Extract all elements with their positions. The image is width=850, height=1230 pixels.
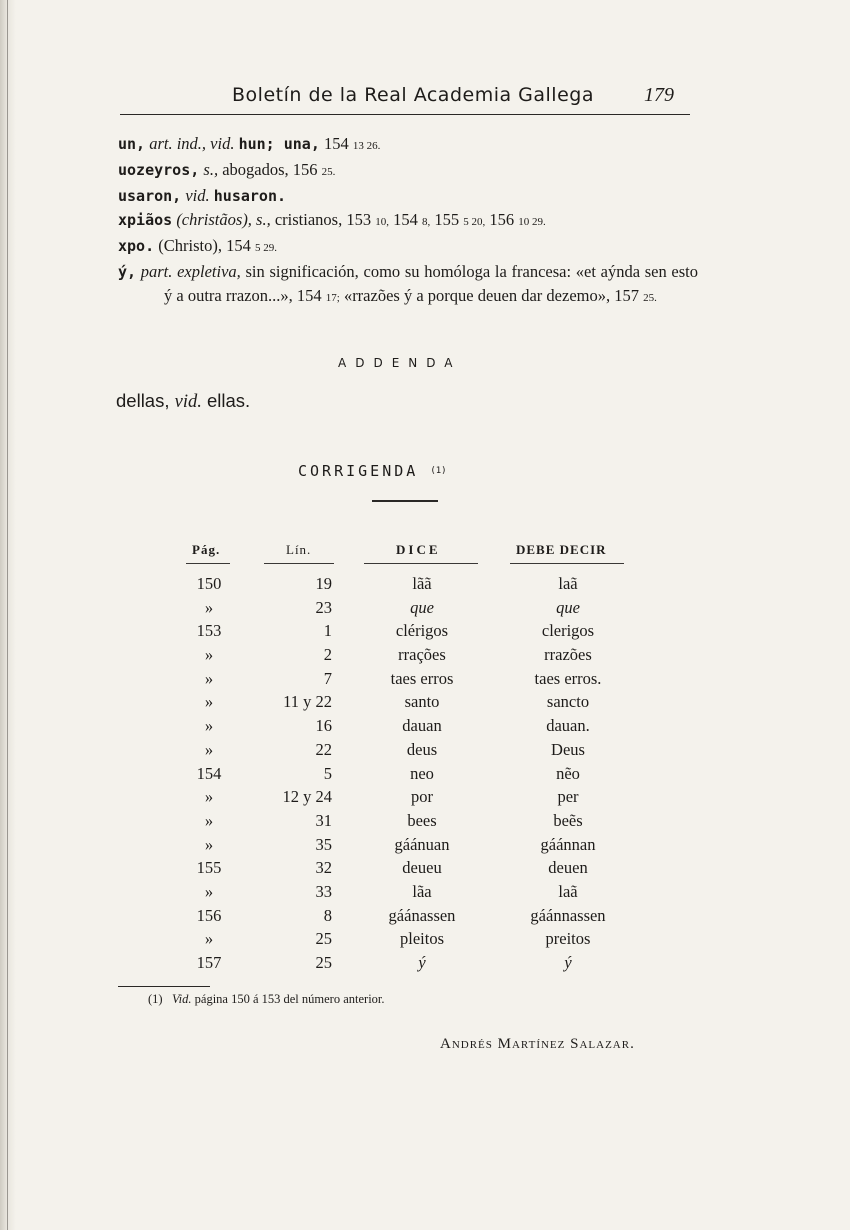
entry-uozeyros xyxy=(118,158,698,184)
cell-lin: 5 xyxy=(323,763,332,783)
addenda-word: dellas, xyxy=(116,390,170,411)
cell-lin: 35 xyxy=(315,834,332,854)
header-rule xyxy=(364,563,478,564)
entry-xpiaos xyxy=(118,208,698,234)
entry-un xyxy=(118,132,698,158)
running-head xyxy=(120,84,690,115)
cell-debe-decir: ý xyxy=(564,953,572,972)
cell-lin: 16 xyxy=(315,716,332,736)
reference: 155 xyxy=(434,210,460,229)
grammar-note: vid. xyxy=(174,392,202,412)
cell-lin: 32 xyxy=(315,858,332,878)
corrigenda-title: CORRIGENDA xyxy=(298,462,419,480)
glossary-entries xyxy=(118,132,698,310)
cell-dice: taes erros xyxy=(390,668,454,688)
cell-pag: » xyxy=(204,739,214,759)
cell-dice: bees xyxy=(407,810,437,830)
cell-lin: 31 xyxy=(315,810,332,830)
grammar-note: art. ind., vid. xyxy=(149,134,235,153)
table-row xyxy=(0,835,850,859)
cell-dice: santo xyxy=(404,692,440,712)
cell-debe-decir: gáánnan xyxy=(540,834,596,854)
cell-pag: 156 xyxy=(196,905,222,925)
table-row xyxy=(0,740,850,764)
footnote-rule xyxy=(118,986,210,987)
cell-pag: » xyxy=(204,787,214,807)
table-row xyxy=(0,787,850,811)
grammar-note: s., xyxy=(203,160,219,179)
cell-debe-decir: deuen xyxy=(548,858,588,878)
cell-pag: » xyxy=(204,716,214,736)
line-reference: 5 20, xyxy=(463,216,486,228)
header-dice: DICE xyxy=(396,542,441,557)
corrigenda-heading xyxy=(298,462,447,480)
headword: ý, xyxy=(118,263,137,281)
cell-dice: dauan xyxy=(402,716,442,736)
cell-debe-decir: laã xyxy=(558,574,578,593)
headword: xpiãos xyxy=(118,211,173,229)
cell-dice: lãã xyxy=(412,574,432,593)
author-signature: Andrés Martínez Salazar. xyxy=(440,1036,635,1052)
entry-y xyxy=(118,260,698,310)
cell-dice: gáánassen xyxy=(388,905,456,925)
table-row xyxy=(0,669,850,693)
cell-dice: pleitos xyxy=(400,929,444,949)
cell-pag: 153 xyxy=(196,621,222,641)
headword: uozeyros, xyxy=(118,161,200,179)
cell-lin: 22 xyxy=(315,739,332,759)
cell-pag: » xyxy=(204,597,214,617)
cell-pag: 150 xyxy=(196,574,222,593)
cell-debe-decir: rrazões xyxy=(544,645,592,665)
cell-lin: 25 xyxy=(315,953,332,972)
footnote-mark: (1) xyxy=(148,992,163,1006)
footnote xyxy=(148,992,385,1007)
cell-debe-decir: que xyxy=(556,597,580,617)
cell-pag: » xyxy=(204,881,214,901)
cell-pag: » xyxy=(204,692,214,712)
cell-dice: ý xyxy=(418,953,426,972)
cell-debe-decir: gáánnassen xyxy=(530,905,606,925)
header-pag: Pág. xyxy=(192,542,221,557)
cell-lin: 33 xyxy=(315,881,332,901)
cell-dice: rrações xyxy=(398,645,446,665)
line-reference: 5 29. xyxy=(254,242,277,254)
cell-pag: » xyxy=(204,810,214,830)
cell-lin: 1 xyxy=(323,621,332,641)
cell-pag: 155 xyxy=(196,858,222,878)
line-reference: 10 29. xyxy=(518,216,546,228)
reference: 154 xyxy=(324,134,349,153)
addenda-heading: ADDENDA xyxy=(338,356,462,370)
table-row xyxy=(0,645,850,669)
cell-debe-decir: sancto xyxy=(546,692,590,712)
header-lin: Lín. xyxy=(286,542,312,557)
cell-pag: » xyxy=(204,929,214,949)
cell-debe-decir: taes erros. xyxy=(534,668,602,688)
cell-debe-decir: clerigos xyxy=(541,621,595,641)
cell-pag: » xyxy=(204,645,214,665)
line-reference: 8, xyxy=(421,216,431,228)
table-row xyxy=(0,764,850,788)
cell-debe-decir: preitos xyxy=(545,929,591,949)
headword: usaron, xyxy=(118,187,182,205)
journal-title: Boletín de la Real Academia Gallega xyxy=(232,84,594,106)
definition: abogados, 156 xyxy=(222,160,318,179)
table-row xyxy=(0,906,850,930)
cell-pag: 157 xyxy=(196,953,222,972)
headword: un, xyxy=(118,135,146,153)
cell-pag: » xyxy=(204,668,214,688)
page-number: 179 xyxy=(644,84,674,106)
line-reference: 17; xyxy=(325,292,340,304)
definition: cristianos, 153 xyxy=(274,210,372,229)
grammar-note: vid. xyxy=(185,186,210,205)
table-row xyxy=(0,574,850,598)
cell-lin: 8 xyxy=(323,905,332,925)
cell-pag: » xyxy=(204,834,214,854)
cell-dice: neo xyxy=(410,763,434,783)
reference: 156 xyxy=(489,210,515,229)
table-row xyxy=(0,811,850,835)
footnote-text: página 150 á 153 del número anterior. xyxy=(194,992,385,1006)
table-row xyxy=(0,858,850,882)
cell-dice: clérigos xyxy=(395,621,449,641)
cell-pag: 154 xyxy=(196,763,222,783)
cell-lin: 12 y 24 xyxy=(282,787,332,807)
line-reference: 25. xyxy=(643,292,657,304)
cell-lin: 2 xyxy=(323,645,332,665)
addenda-entry xyxy=(116,390,250,413)
corrigenda-table xyxy=(0,574,850,977)
cell-lin: 19 xyxy=(315,574,332,593)
headword-variant: husaron. xyxy=(213,187,287,205)
heading-rule xyxy=(372,500,438,502)
cell-dice: deueu xyxy=(402,858,442,878)
entry-xpo xyxy=(118,234,698,260)
cell-dice: por xyxy=(411,787,433,807)
line-reference: 25. xyxy=(321,166,336,178)
definition: (Christo), 154 xyxy=(158,236,251,255)
quotation: «rrazões ý a porque deuen dar dezemo», 157 xyxy=(343,286,639,305)
header-debe-decir: DEBE DECIR xyxy=(516,542,607,557)
table-row xyxy=(0,882,850,906)
definition: sin significación, como su homóloga la francesa: «et aýnda sen esto ý a outra rrazon...», 154 xyxy=(164,262,699,305)
grammar-note: (christãos), s., xyxy=(176,210,271,229)
line-reference: 10, xyxy=(375,216,389,228)
cell-debe-decir: Deus xyxy=(551,739,585,759)
table-row xyxy=(0,598,850,622)
cell-dice: que xyxy=(410,597,434,617)
cell-debe-decir: per xyxy=(557,787,579,807)
cell-dice: lãa xyxy=(412,881,432,901)
header-rule xyxy=(264,563,334,564)
cell-debe-decir: dauan. xyxy=(546,716,590,736)
table-row xyxy=(0,692,850,716)
addenda-reference: ellas. xyxy=(207,390,251,411)
headword: xpo. xyxy=(118,237,155,255)
table-row xyxy=(0,621,850,645)
cell-lin: 7 xyxy=(323,668,332,688)
table-row xyxy=(0,953,850,977)
cell-lin: 23 xyxy=(315,597,332,617)
footnote-gram: Vid. xyxy=(171,992,192,1006)
cell-debe-decir: beẽs xyxy=(553,810,583,830)
entry-usaron xyxy=(118,184,698,208)
header-rule xyxy=(510,563,624,564)
table-row xyxy=(0,716,850,740)
footnote-reference: (1) xyxy=(430,466,447,476)
cell-debe-decir: laã xyxy=(558,881,578,901)
reference: 154 xyxy=(393,210,418,229)
headword-variant: hun; una, xyxy=(238,135,320,153)
header-rule xyxy=(186,563,230,564)
cell-lin: 25 xyxy=(315,929,332,949)
table-row xyxy=(0,929,850,953)
cell-dice: gáánuan xyxy=(394,834,450,854)
cell-debe-decir: nẽo xyxy=(556,763,580,783)
grammar-note: part. expletiva, xyxy=(140,262,241,281)
cell-dice: deus xyxy=(406,739,438,759)
cell-lin: 11 y 22 xyxy=(283,692,332,712)
line-reference: 13 26. xyxy=(352,140,381,152)
